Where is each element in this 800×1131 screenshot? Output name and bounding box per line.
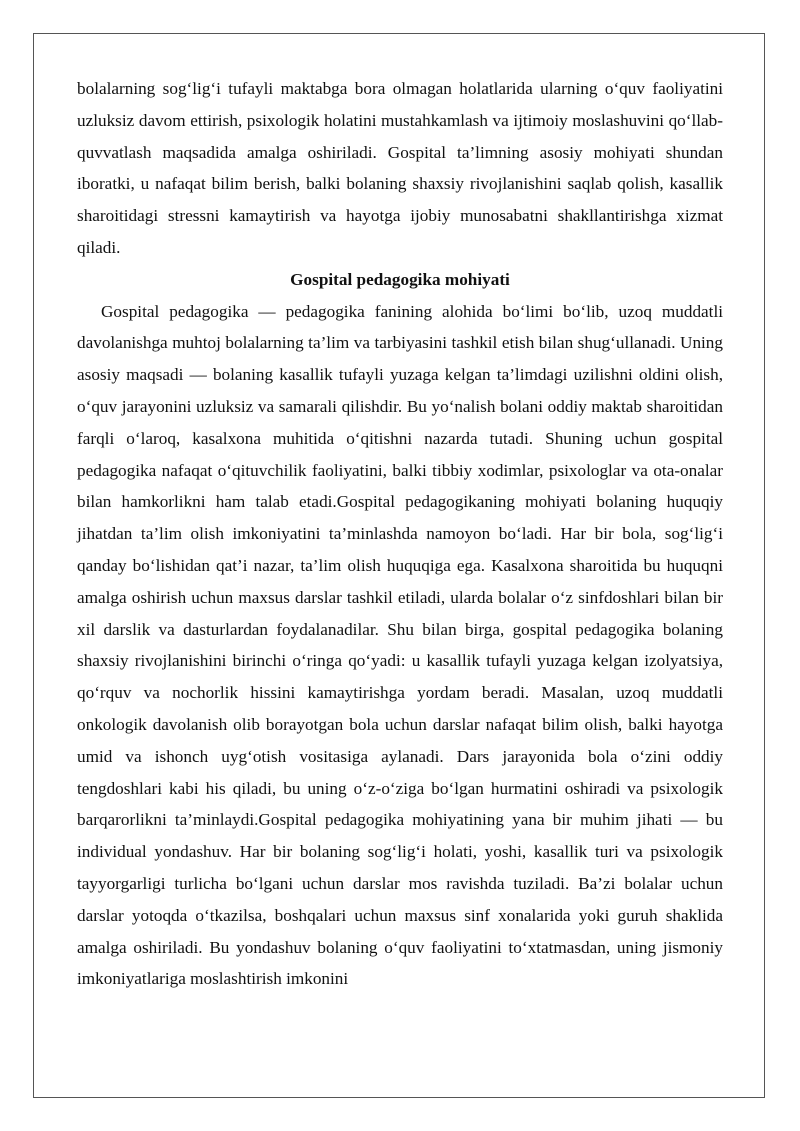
section-heading: Gospital pedagogika mohiyati <box>290 269 510 289</box>
paragraph-body: Gospital pedagogika — pedagogika fanining alohida bo‘limi bo‘lib, uzoq muddatli davolanishga muhtoj bolalarning ta’lim va tarbiyasini tashkil etish bilan shug‘ullanadi. Uning asosiy maqsadi — bolaning kasallik tufayli yuzaga kelgan ta’limdagi uzilishni oldini olish, o‘quv jarayonini uzluksiz va samarali qilishdir. Bu yo‘nalish bolani oddiy maktab sharoitidan farqli o‘laroq, kasalxona muhitida o‘qitishni nazarda tutadi. Shuning uchun gospital pedagogika nafaqat o‘qituvchilik faoliyatini, balki tibbiy xodimlar, psixologlar va ota-onalar bilan hamkorlikni ham talab etadi.Gospital pedagogikaning mohiyati bolaning huquqiy jihatdan ta’lim olish imkoniyatini ta’minlashda namoyon bo‘ladi. Har bir bola, sog‘lig‘i qanday bo‘lishidan qat’i nazar, ta’lim olish huquqiga ega. Kasalxona sharoitida bu huquqni amalga oshirish uchun maxsus darslar tashkil etiladi, ularda bolalar o‘z sinfdoshlari bilan bir xil darslik va dasturlardan foydalanadilar. Shu bilan birga, gospital pedagogika bolaning shaxsiy rivojlanishini birinchi o‘ringa qo‘yadi: u kasallik tufayli yuzaga kelgan izolyatsiya, qo‘rquv va nochorlik hissini kamaytirishga yordam beradi. Masalan, uzoq muddatli onkologik davolanish olib borayotgan bola uchun darslar nafaqat bilim olish, balki hayotga umid va ishonch uyg‘otish vositasiga aylanadi. Dars jarayonida bola o‘zini oddiy tengdoshlari kabi his qiladi, bu uning o‘z-o‘ziga bo‘lgan hurmatini oshiradi va psixologik barqarorlikni ta’minlaydi.Gospital pedagogika mohiyatining yana bir muhim jihati — bu individual yondashuv. Har bir bolaning sog‘lig‘i holati, yoshi, kasallik turi va psixologik tayyorgarligi turlicha bo‘lgani uchun darslar mos ravishda tuziladi. Ba’zi bolalar uchun darslar yotoqda o‘tkazilsa, boshqalari uchun maxsus sinf xonalarida yoki guruh shaklida amalga oshiriladi. Bu yondashuv bolaning o‘quv faoliyatini to‘xtatmasdan, uning jismoniy imkoniyatlariga moslashtirish imkonini <box>77 301 723 989</box>
document-body <box>77 73 723 995</box>
paragraph-continuation: bolalarning sog‘lig‘i tufayli maktabga bora olmagan holatlarida ularning o‘quv faoliyatini uzluksiz davom ettirish, psixologik holatini mustahkamlash va ijtimoiy moslashuvini qo‘llab-quvvatlash maqsadida amalga oshiriladi. Gospital ta’limning asosiy mohiyati shundan iboratki, u nafaqat bilim berish, balki bolaning shaxsiy rivojlanishini saqlab qolish, kasallik sharoitidagi stressni kamaytirish va hayotga ijobiy munosabatni shakllantirishga xizmat qiladi. <box>77 79 723 257</box>
